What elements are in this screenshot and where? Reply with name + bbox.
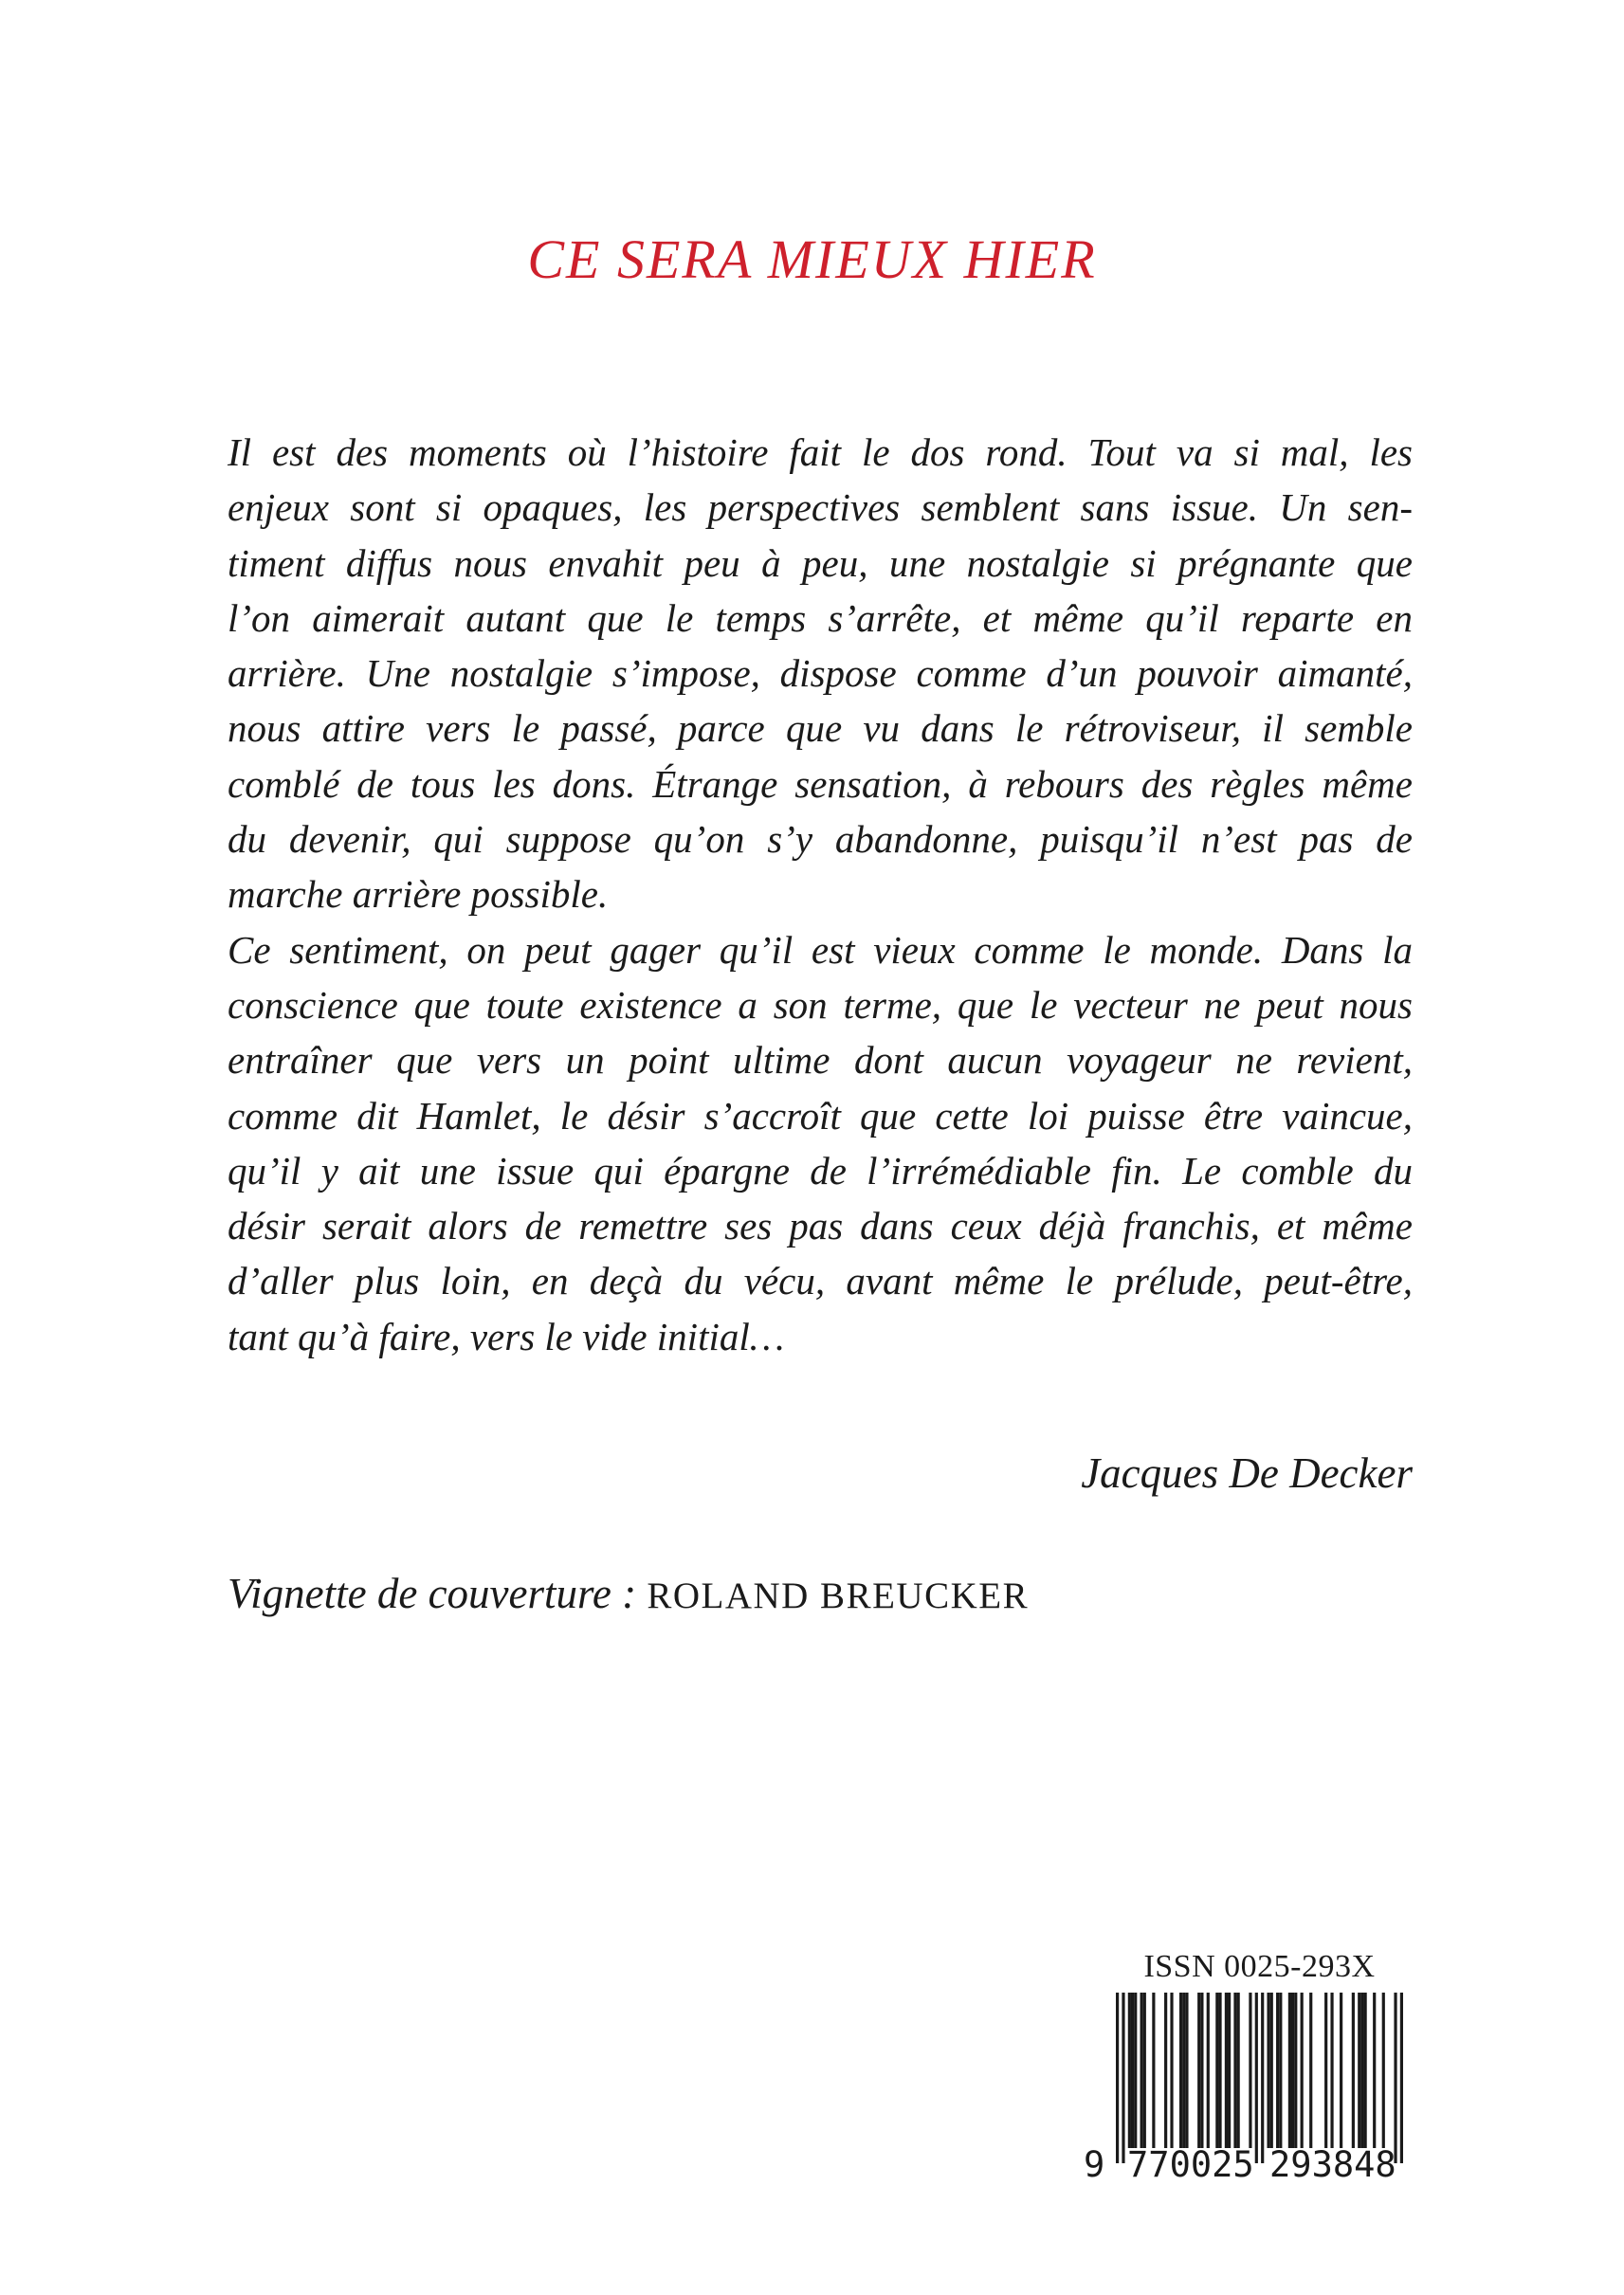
cover-credit <box>228 1569 1413 1618</box>
page-title: CE SERA MIEUX HIER <box>527 228 1097 290</box>
body-line: enjeux sont si opaques, les perspectives semblent sans issue. Un sen- <box>228 485 1413 530</box>
ean13-barcode <box>1116 1993 1403 2163</box>
barcode-digit-leading: 9 <box>1084 2144 1105 2185</box>
body-line: arrière. Une nostalgie s’impose, dispose comme d’un pouvoir aimanté, <box>228 651 1413 696</box>
body-line: tant qu’à faire, vers le vide initial… <box>228 1314 785 1358</box>
barcode-block <box>1084 1949 1403 2186</box>
body-line: du devenir, qui suppose qu’on s’y abandonne, puisqu’il n’est pas de <box>228 817 1413 862</box>
paragraph <box>228 922 1413 1364</box>
body-line: timent diffus nous envahit peu à peu, une nostalgie si prégnante que <box>228 540 1413 585</box>
blurb-text <box>228 425 1413 1364</box>
body-line: l’on aimerait autant que le temps s’arrête, et même qu’il reparte en <box>228 595 1413 640</box>
cover-credit-label: Vignette de couverture : <box>228 1570 648 1617</box>
barcode-digits <box>1084 2144 1435 2184</box>
barcode-digit: 7 <box>1127 2144 1149 2185</box>
body-line: désir serait alors de remettre ses pas dans ceux déjà franchis, et même <box>228 1204 1413 1248</box>
author-name: Jacques De Decker <box>1081 1449 1413 1497</box>
cover-credit-artist: ROLAND BREUCKER <box>647 1576 1030 1616</box>
barcode-digit: 0 <box>1190 2144 1213 2185</box>
body-line: Ce sentiment, on peut gager qu’il est vieux comme le monde. Dans la <box>228 927 1413 972</box>
issn-label: ISSN 0025-293X <box>1143 1949 1376 1984</box>
body-line: entraîner que vers un point ultime dont aucun voyageur ne revient, <box>228 1038 1413 1083</box>
barcode-digit: 5 <box>1232 2144 1254 2185</box>
barcode-digit: 8 <box>1375 2144 1396 2185</box>
body-line: marche arrière possible. <box>228 872 609 917</box>
barcode-digits-left-group <box>1127 2144 1254 2185</box>
barcode-digit: 7 <box>1148 2144 1170 2185</box>
barcode-digit: 0 <box>1169 2144 1191 2185</box>
body-line: conscience que toute existence a son terme, que le vecteur ne peut nous <box>228 982 1413 1027</box>
barcode-digits-right-group <box>1269 2144 1396 2185</box>
body-line: nous attire vers le passé, parce que vu dans le rétroviseur, il semble <box>228 706 1413 751</box>
body-line: qu’il y ait une issue qui épargne de l’irrémédiable fin. Le comble du <box>228 1148 1413 1193</box>
barcode-digit: 2 <box>1212 2144 1233 2185</box>
body-line: comblé de tous les dons. Étrange sensation, à rebours des règles même <box>228 761 1413 806</box>
barcode-digit: 9 <box>1290 2144 1312 2185</box>
barcode-digit: 4 <box>1354 2144 1376 2185</box>
barcode-digit: 2 <box>1269 2144 1291 2185</box>
barcode-digit: 8 <box>1332 2144 1355 2185</box>
body-line: d’aller plus loin, en deçà du vécu, avant même le prélude, peut-être, <box>228 1259 1413 1303</box>
body-line: Il est des moments où l’histoire fait le dos rond. Tout va si mal, les <box>228 430 1413 474</box>
barcode-digit: 3 <box>1311 2144 1333 2185</box>
paragraph <box>228 425 1413 922</box>
body-line: comme dit Hamlet, le désir s’accroît que cette loi puisse être vaincue, <box>228 1093 1413 1138</box>
